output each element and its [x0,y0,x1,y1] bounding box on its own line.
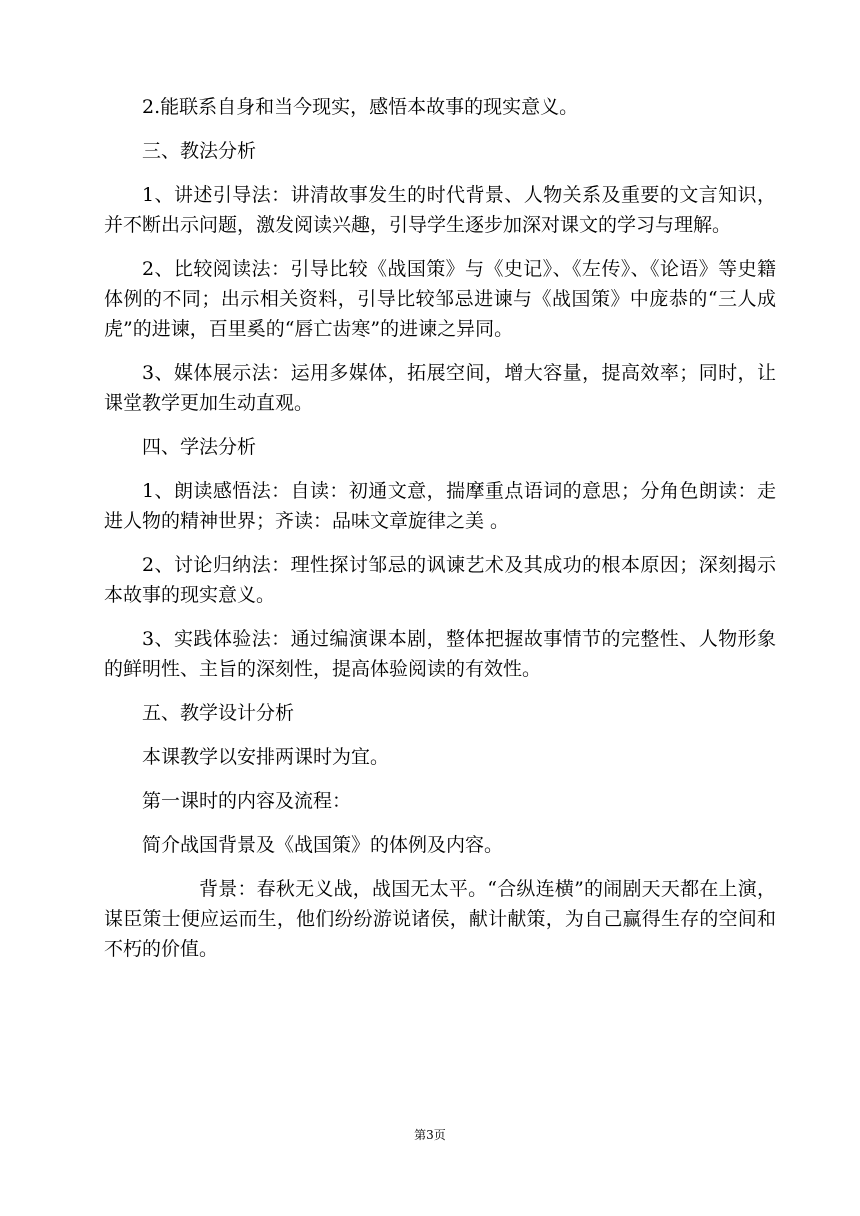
teaching-method-1-paragraph: 1、讲述引导法：讲清故事发生的时代背景、人物关系及重要的文言知识，并不断出示问题，激发阅读兴趣，引导学生逐步加深对课文的学习与理解。 [104,184,776,236]
section-heading-learning-methods: 四、学法分析 [142,436,257,458]
teaching-method-2-paragraph: 2、比较阅读法：引导比较《战国策》与《史记》、《左传》、《论语》等史籍体例的不同；出示相关资料，引导比较邹忌进谏与《战国策》中庞恭的“三人成虎”的进谏，百里奚的“唇亡齿寒”的进谏之异同。 [104,258,776,340]
teaching-method-3-paragraph: 3、媒体展示法：运用多媒体，拓展空间，增大容量，提高效率；同时，让课堂教学更加生动直观。 [104,362,776,414]
learning-method-3-paragraph: 3、实践体验法：通过编演课本剧，整体把握故事情节的完整性、人物形象的鲜明性、主旨的深刻性，提高体验阅读的有效性。 [104,628,776,680]
lesson-count-paragraph: 本课教学以安排两课时为宜。 [142,746,390,768]
first-lesson-heading: 第一课时的内容及流程： [142,790,352,812]
page-number: 第3页 [414,1128,446,1142]
objective-2-paragraph: 2.能联系自身和当今现实，感悟本故事的现实意义。 [142,96,579,118]
background-intro-paragraph: 简介战国背景及《战国策》的体例及内容。 [142,834,504,856]
learning-method-2-paragraph: 2、讨论归纳法：理性探讨邹忌的讽谏艺术及其成功的根本原因；深刻揭示本故事的现实意义。 [104,554,776,606]
section-heading-teaching-methods: 三、教法分析 [142,140,257,162]
section-heading-design-analysis: 五、教学设计分析 [142,702,295,724]
background-paragraph: 背景：春秋无义战，战国无太平。“合纵连横”的闹剧天天都在上演，谋臣策士便应运而生，他们纷纷游说诸侯，献计献策，为自己赢得生存的空间和不朽的价值。 [104,878,776,960]
document-body [104,92,776,978]
learning-method-1-paragraph: 1、朗读感悟法：自读：初通文意，揣摩重点语词的意思；分角色朗读：走进人物的精神世界；齐读：品味文章旋律之美 。 [104,480,776,532]
